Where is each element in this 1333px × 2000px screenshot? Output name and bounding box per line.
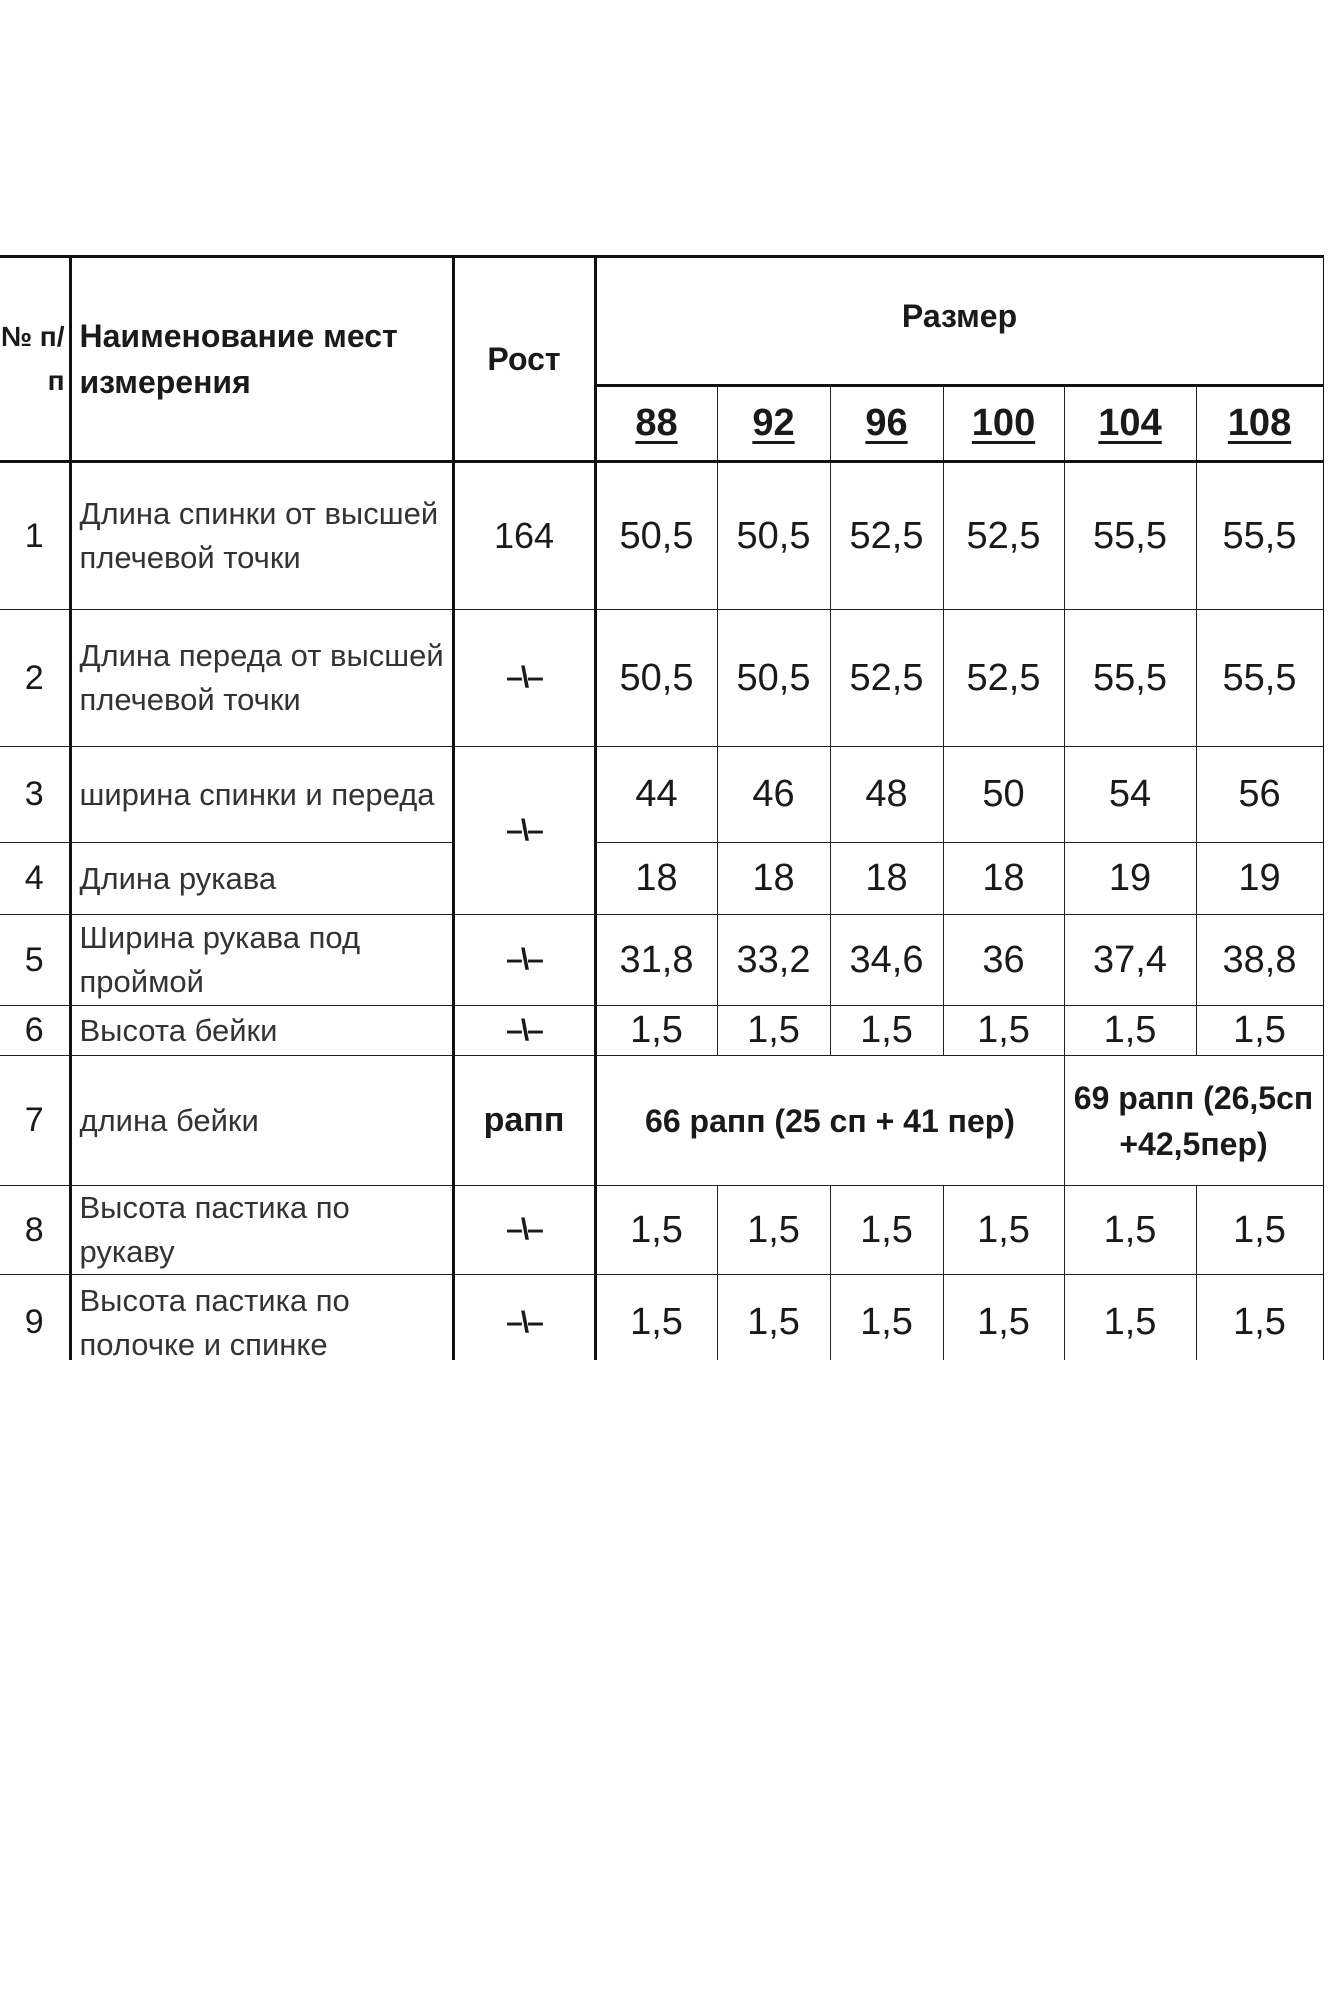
value-cell: 52,5 bbox=[830, 462, 943, 610]
measurement-name: Длина рукава bbox=[70, 843, 453, 915]
row-number: 8 bbox=[0, 1186, 70, 1275]
rost-unit: рапп bbox=[453, 1056, 595, 1186]
value-cell: 46 bbox=[717, 747, 830, 843]
value-cell: 1,5 bbox=[1064, 1275, 1196, 1361]
value-cell: 18 bbox=[717, 843, 830, 915]
row-number: 3 bbox=[0, 747, 70, 843]
header-size-group bbox=[595, 257, 1324, 386]
ditto-mark: –\– bbox=[453, 747, 595, 915]
row-number: 9 bbox=[0, 1275, 70, 1361]
value-cell: 1,5 bbox=[943, 1186, 1064, 1275]
size-chart-table-container bbox=[0, 255, 1324, 1360]
value-cell: 19 bbox=[1196, 843, 1324, 915]
header-size-group-label: Размер bbox=[901, 298, 1018, 334]
value-cell: 50,5 bbox=[595, 462, 717, 610]
value-cell: 1,5 bbox=[717, 1006, 830, 1056]
row-number: 2 bbox=[0, 610, 70, 747]
table-row bbox=[0, 462, 1324, 610]
size-header-104: 104 bbox=[1064, 386, 1196, 462]
value-cell: 52,5 bbox=[943, 610, 1064, 747]
value-cell: 1,5 bbox=[1064, 1006, 1196, 1056]
row-number: 7 bbox=[0, 1056, 70, 1186]
ditto-mark: –\– bbox=[453, 610, 595, 747]
value-cell: 1,5 bbox=[830, 1186, 943, 1275]
measurement-name: Высота пастика по полочке и спинке bbox=[70, 1275, 453, 1361]
value-cell: 52,5 bbox=[830, 610, 943, 747]
value-cell: 55,5 bbox=[1196, 462, 1324, 610]
table-row bbox=[0, 747, 1324, 843]
value-cell: 1,5 bbox=[943, 1275, 1064, 1361]
ditto-mark: –\– bbox=[453, 1186, 595, 1275]
value-cell: 1,5 bbox=[1196, 1186, 1324, 1275]
value-cell: 31,8 bbox=[595, 915, 717, 1006]
table-row bbox=[0, 915, 1324, 1006]
header-name-label: Наименование мест измерения bbox=[79, 318, 398, 400]
value-cell: 1,5 bbox=[717, 1186, 830, 1275]
value-cell: 1,5 bbox=[830, 1006, 943, 1056]
value-cell: 56 bbox=[1196, 747, 1324, 843]
value-cell: 18 bbox=[943, 843, 1064, 915]
value-cell: 1,5 bbox=[1196, 1006, 1324, 1056]
value-cell: 18 bbox=[595, 843, 717, 915]
header-rost-label: Рост bbox=[487, 340, 561, 377]
measurement-name: ширина спинки и переда bbox=[70, 747, 453, 843]
value-cell: 34,6 bbox=[830, 915, 943, 1006]
value-cell: 1,5 bbox=[943, 1006, 1064, 1056]
value-cell: 1,5 bbox=[830, 1275, 943, 1361]
merged-value-sizes-88-100: 66 рапп (25 сп + 41 пер) bbox=[595, 1056, 1064, 1186]
rost-value: 164 bbox=[453, 462, 595, 610]
table-row bbox=[0, 1056, 1324, 1186]
value-cell: 50,5 bbox=[595, 610, 717, 747]
measurement-name: Высота пастика по рукаву bbox=[70, 1186, 453, 1275]
value-cell: 52,5 bbox=[943, 462, 1064, 610]
value-cell: 19 bbox=[1064, 843, 1196, 915]
measurement-name: Длина спинки от высшей плечевой точки bbox=[70, 462, 453, 610]
value-cell: 44 bbox=[595, 747, 717, 843]
size-header-108: 108 bbox=[1196, 386, 1324, 462]
table-row bbox=[0, 843, 1324, 915]
table-row bbox=[0, 610, 1324, 747]
size-header-88: 88 bbox=[595, 386, 717, 462]
value-cell: 50,5 bbox=[717, 462, 830, 610]
value-cell: 55,5 bbox=[1196, 610, 1324, 747]
value-cell: 33,2 bbox=[717, 915, 830, 1006]
value-cell: 36 bbox=[943, 915, 1064, 1006]
value-cell: 1,5 bbox=[595, 1275, 717, 1361]
measurement-name: Ширина рукава под проймой bbox=[70, 915, 453, 1006]
size-header-100: 100 bbox=[943, 386, 1064, 462]
row-number: 6 bbox=[0, 1006, 70, 1056]
header-num-label: № п/п bbox=[0, 321, 65, 396]
value-cell: 38,8 bbox=[1196, 915, 1324, 1006]
value-cell: 1,5 bbox=[1064, 1186, 1196, 1275]
ditto-mark: –\– bbox=[453, 915, 595, 1006]
measurement-name: Высота бейки bbox=[70, 1006, 453, 1056]
measurement-name: длина бейки bbox=[70, 1056, 453, 1186]
value-cell: 37,4 bbox=[1064, 915, 1196, 1006]
measurement-name: Длина переда от высшей плечевой точки bbox=[70, 610, 453, 747]
value-cell: 55,5 bbox=[1064, 462, 1196, 610]
value-cell: 50,5 bbox=[717, 610, 830, 747]
value-cell: 55,5 bbox=[1064, 610, 1196, 747]
merged-value-sizes-104-108: 69 рапп (26,5сп+42,5пер) bbox=[1064, 1056, 1324, 1186]
value-cell: 1,5 bbox=[717, 1275, 830, 1361]
size-header-92: 92 bbox=[717, 386, 830, 462]
row-number: 5 bbox=[0, 915, 70, 1006]
header-rost bbox=[453, 257, 595, 462]
header-num bbox=[0, 257, 70, 462]
size-chart-table bbox=[0, 255, 1324, 1360]
value-cell: 50 bbox=[943, 747, 1064, 843]
table-row bbox=[0, 1186, 1324, 1275]
row-number: 4 bbox=[0, 843, 70, 915]
size-header-96: 96 bbox=[830, 386, 943, 462]
value-cell: 48 bbox=[830, 747, 943, 843]
row-number: 1 bbox=[0, 462, 70, 610]
ditto-mark: –\– bbox=[453, 1006, 595, 1056]
table-row bbox=[0, 1275, 1324, 1361]
header-name bbox=[70, 257, 453, 462]
table-row bbox=[0, 1006, 1324, 1056]
value-cell: 1,5 bbox=[1196, 1275, 1324, 1361]
value-cell: 1,5 bbox=[595, 1186, 717, 1275]
value-cell: 18 bbox=[830, 843, 943, 915]
ditto-mark: –\– bbox=[453, 1275, 595, 1361]
value-cell: 1,5 bbox=[595, 1006, 717, 1056]
value-cell: 54 bbox=[1064, 747, 1196, 843]
